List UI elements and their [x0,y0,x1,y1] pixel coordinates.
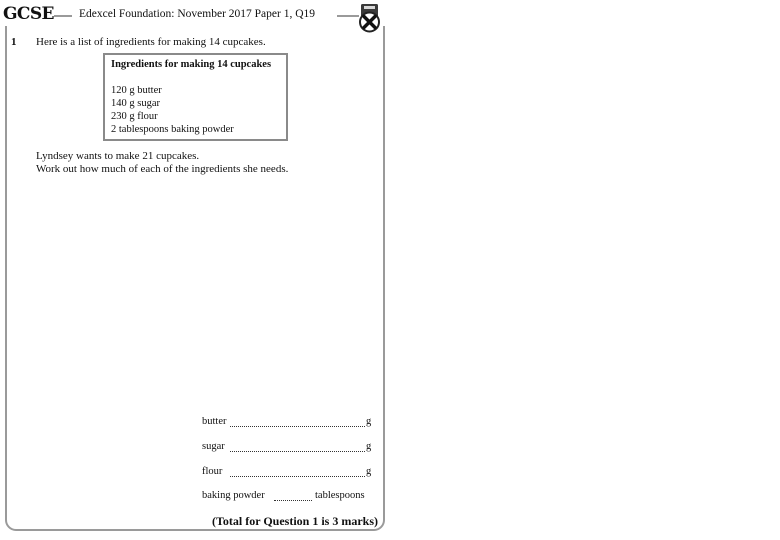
sugar-answer-line[interactable] [230,441,365,452]
task-line: Lyndsey wants to make 21 cupcakes. [36,150,200,162]
answer-unit: tablespoons [315,490,365,501]
answer-label: butter [202,416,227,427]
question-intro: Here is a list of ingredients for making 14 cupcakes. [36,36,266,48]
page-title: Edexcel Foundation: November 2017 Paper 1, Q19 [79,8,316,20]
answer-label: baking powder [202,490,265,501]
question-number: 1 [11,36,17,48]
butter-answer-line[interactable] [230,416,365,427]
flour-answer-line[interactable] [230,466,365,477]
answer-label: sugar [202,441,225,452]
answer-unit: g [366,441,372,452]
total-marks: (Total for Question 1 is 3 marks) [212,514,379,528]
ingredient-item: 140 g sugar [111,98,160,109]
gcse-logo-text: GCSE [3,4,54,24]
ingredients-box [103,53,288,141]
answer-label: flour [202,466,223,477]
baking-powder-answer-line[interactable] [274,490,312,501]
ingredients-list [111,84,280,136]
ingredient-item: 2 tablespoons baking powder [111,124,234,135]
ingredient-item: 120 g butter [111,85,162,96]
ingredient-item: 230 g flour [111,111,158,122]
task-line: Work out how much of each of the ingredients she needs. [36,163,289,175]
no-calculator-icon [356,3,383,33]
ingredients-box-title: Ingredients for making 14 cupcakes [111,59,272,70]
question-task [36,150,288,176]
answer-unit: g [366,466,372,477]
header-divider-left [54,15,72,17]
answer-unit: g [366,416,372,427]
